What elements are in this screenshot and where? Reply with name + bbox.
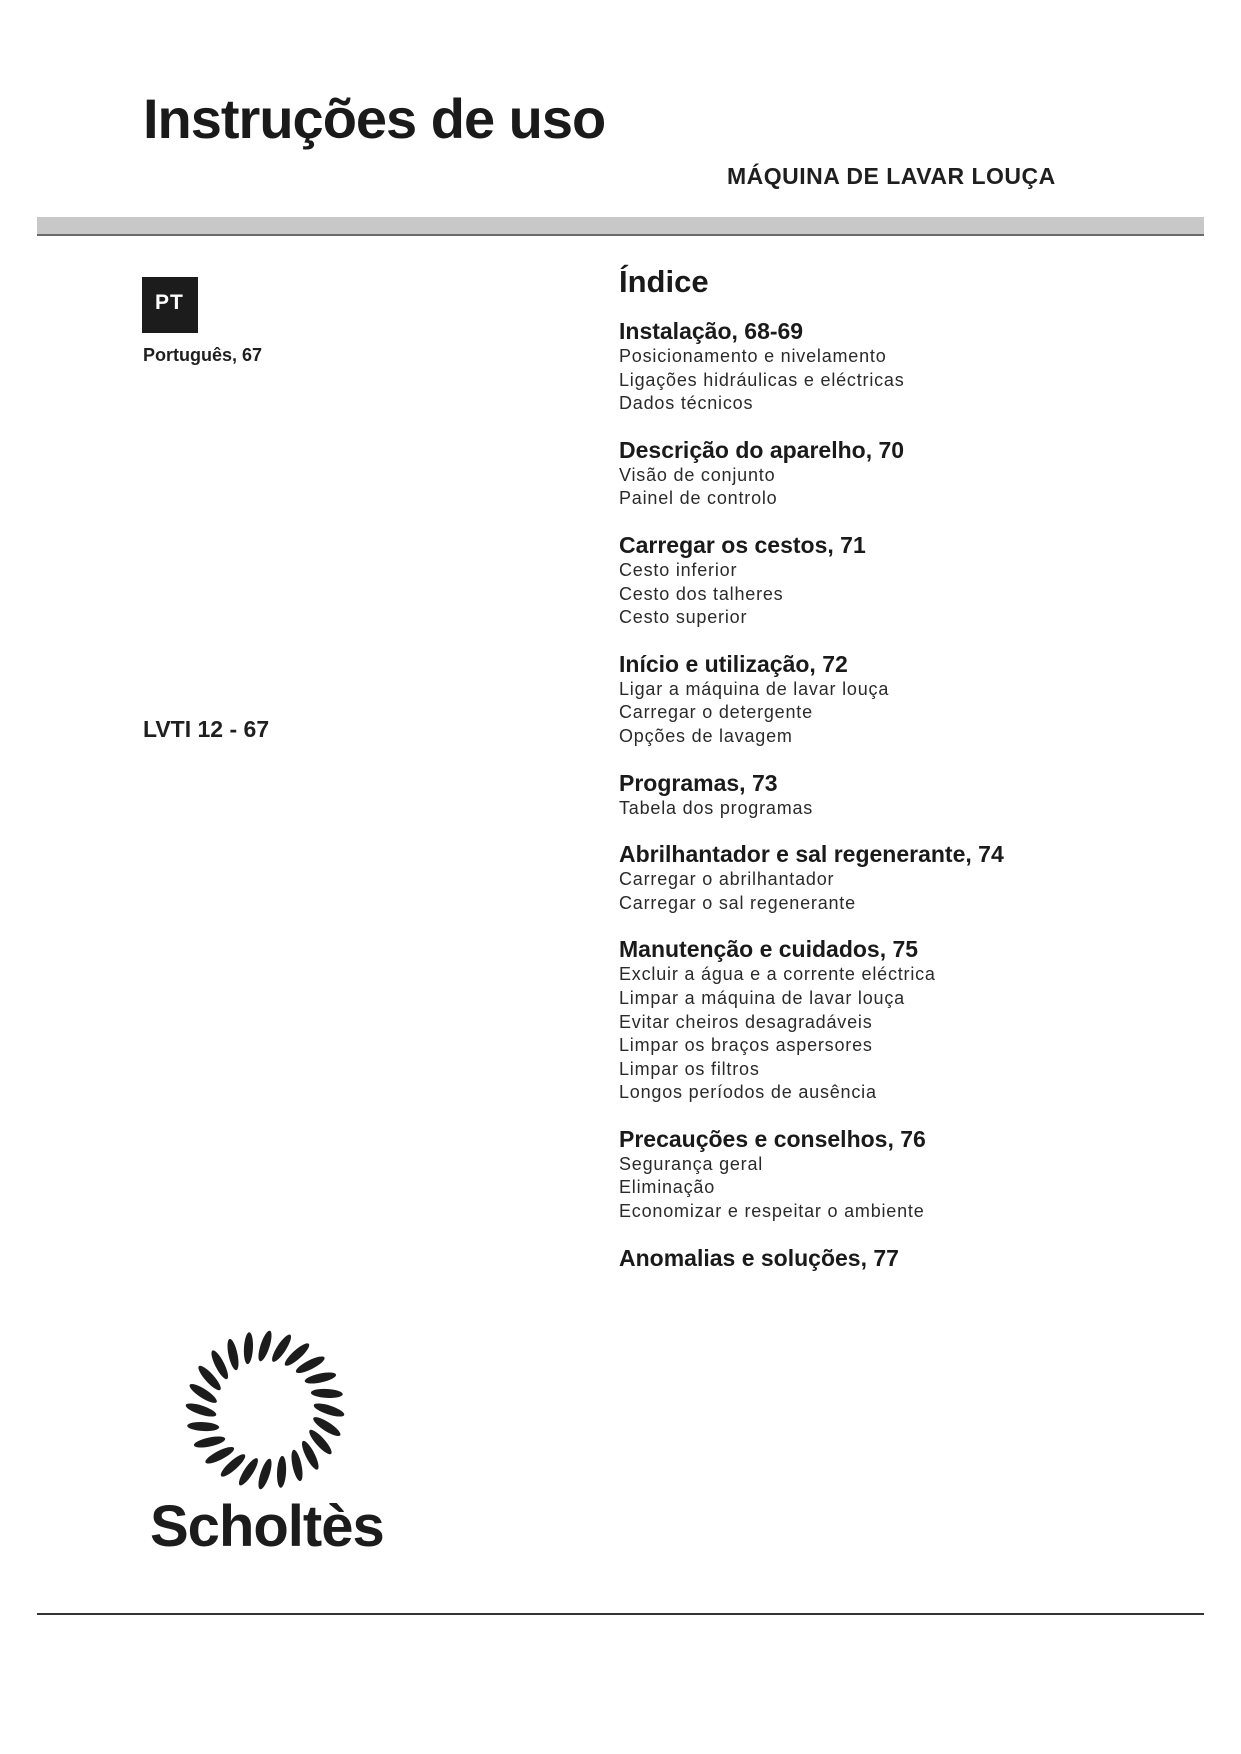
toc-item: Ligações hidráulicas e eléctricas <box>619 369 905 390</box>
toc-item: Carregar o abrilhantador <box>619 869 835 890</box>
toc-item: Ligar a máquina de lavar louça <box>619 678 890 699</box>
toc-section <box>619 935 1159 1105</box>
page-title: Instruções de uso <box>143 87 606 150</box>
toc-item: Excluir a água e a corrente eléctrica <box>619 964 936 985</box>
toc-section-title: Início e utilização, 72 <box>619 650 848 677</box>
toc-item: Limpar os filtros <box>619 1058 760 1079</box>
toc-section-title: Carregar os cestos, 71 <box>619 531 866 558</box>
toc-item: Cesto inferior <box>619 559 738 580</box>
toc-item: Longos períodos de ausência <box>619 1082 877 1103</box>
table-of-contents <box>619 264 1159 1292</box>
toc-item-list <box>619 678 1159 749</box>
sun-ray <box>304 1370 337 1385</box>
toc-section <box>619 1125 1159 1224</box>
toc-item: Evitar cheiros desagradáveis <box>619 1011 873 1032</box>
toc-section-title: Programas, 73 <box>619 769 778 796</box>
sun-ray <box>256 1457 274 1490</box>
toc-section <box>619 317 1159 416</box>
sun-ray <box>289 1449 304 1482</box>
brand-logo <box>150 1325 384 1565</box>
sun-ray <box>243 1332 254 1364</box>
toc-item: Posicionamento e nivelamento <box>619 346 887 366</box>
sun-ray <box>311 1388 343 1399</box>
sun-ray <box>312 1401 345 1419</box>
toc-item-list <box>619 963 1159 1105</box>
sun-ray <box>225 1338 240 1371</box>
toc-section-title: Instalação, 68-69 <box>619 318 804 344</box>
toc-section-title: Abrilhantador e sal regenerante, 74 <box>619 841 1004 868</box>
toc-section <box>619 840 1159 915</box>
toc-item-list <box>619 868 1159 915</box>
sun-ray <box>276 1456 287 1488</box>
toc-section-title: Precauções e conselhos, 76 <box>619 1125 926 1152</box>
toc-item: Economizar e respeitar o ambiente <box>619 1201 925 1222</box>
sun-ray <box>256 1329 274 1362</box>
toc-item: Segurança geral <box>619 1153 764 1174</box>
toc-item: Visão de conjunto <box>619 464 776 485</box>
toc-item-list <box>619 464 1159 511</box>
toc-item-list <box>619 559 1159 630</box>
sun-ray <box>184 1401 217 1419</box>
product-type: MÁQUINA DE LAVAR LOUÇA <box>727 163 1056 189</box>
toc-section-title: Descrição do aparelho, 70 <box>619 436 905 463</box>
language-label: Português, 67 <box>143 345 263 365</box>
toc-item: Limpar os braços aspersores <box>619 1035 873 1056</box>
toc-item: Cesto superior <box>619 607 748 628</box>
toc-item-list <box>619 1153 1159 1224</box>
toc-item: Carregar o detergente <box>619 702 813 723</box>
toc-section <box>619 1244 1159 1272</box>
toc-item: Opções de lavagem <box>619 725 793 746</box>
toc-heading: Índice <box>619 264 709 299</box>
toc-section-title: Anomalias e soluções, 77 <box>619 1244 899 1271</box>
toc-section-title: Manutenção e cuidados, 75 <box>619 936 919 963</box>
toc-item: Dados técnicos <box>619 393 754 414</box>
model-number: LVTI 12 - 67 <box>143 716 270 742</box>
toc-section <box>619 650 1159 749</box>
toc-item: Limpar a máquina de lavar louça <box>619 987 905 1008</box>
toc-item: Painel de controlo <box>619 488 778 509</box>
toc-item: Cesto dos talheres <box>619 583 784 604</box>
sun-burst-icon <box>180 1325 350 1495</box>
sun-ray <box>187 1421 219 1432</box>
toc-sections <box>619 317 1159 1272</box>
toc-section <box>619 769 1159 821</box>
header-band <box>37 217 1204 236</box>
toc-item: Carregar o sal regenerante <box>619 892 856 913</box>
sun-ray <box>193 1434 226 1449</box>
toc-section <box>619 531 1159 630</box>
language-badge: PT <box>142 277 198 333</box>
toc-item-list <box>619 797 1159 821</box>
toc-item: Tabela dos programas <box>619 797 814 818</box>
toc-section <box>619 436 1159 511</box>
footer-rule <box>37 1613 1204 1615</box>
toc-item-list <box>619 345 1159 416</box>
brand-name: Scholtès <box>150 1494 384 1559</box>
toc-item: Eliminação <box>619 1177 716 1198</box>
